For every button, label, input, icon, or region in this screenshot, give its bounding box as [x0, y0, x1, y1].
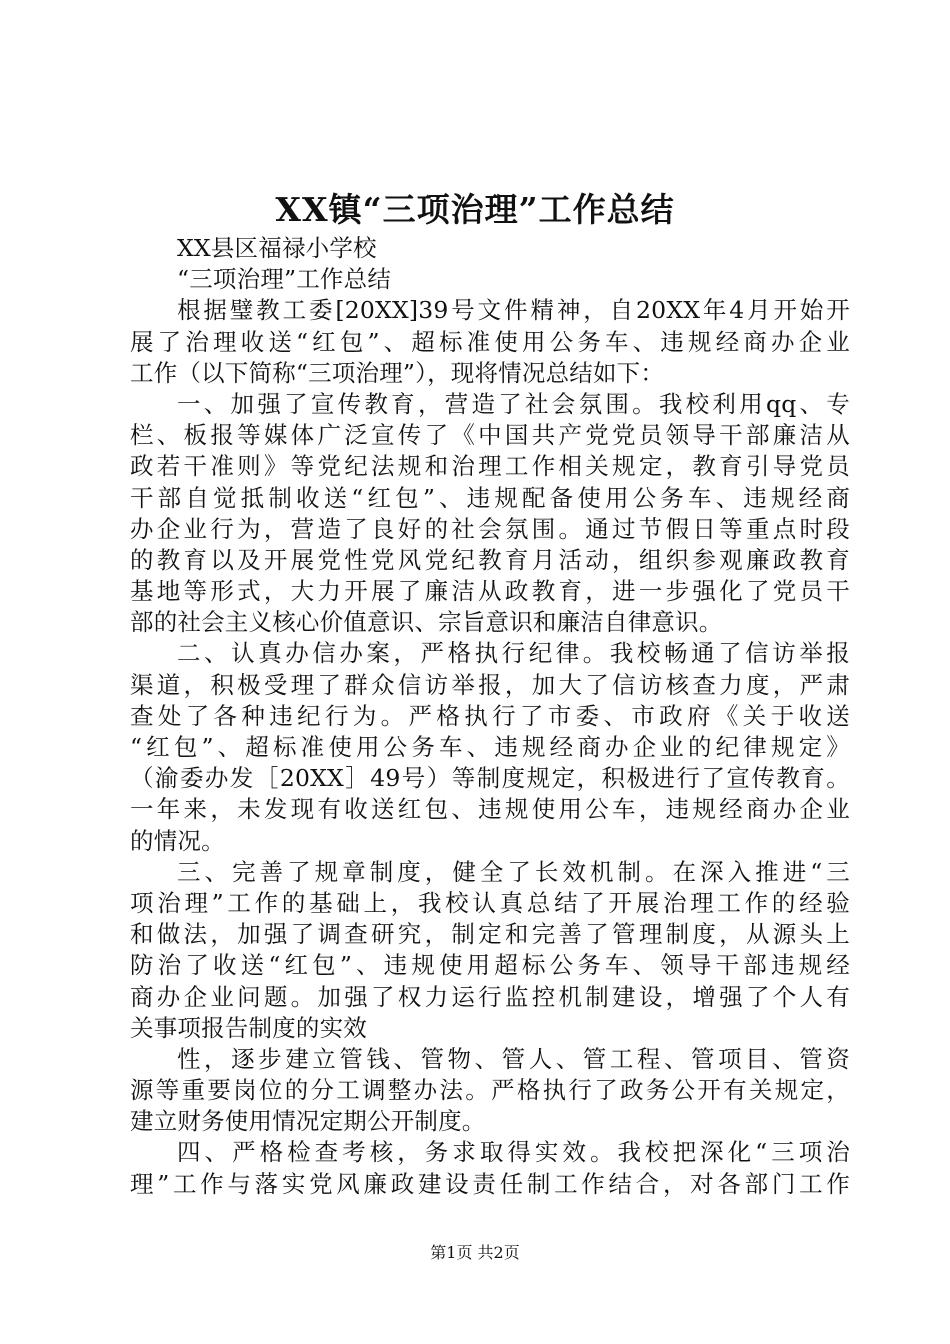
- text-line: 商办企业问题。加强了权力运行监控机制建设，增强了个人有: [130, 982, 850, 1011]
- text-line: 部的社会主义核心价值意识、宗旨意识和廉洁自律意识。: [130, 608, 723, 637]
- text-line: 办企业行为，营造了良好的社会氛围。通过节假日等重点时段: [130, 514, 850, 543]
- text-line: 查处了各种违纪行为。严格执行了市委、市政府《关于收送: [130, 701, 850, 730]
- text-line: 的情况。: [130, 826, 225, 855]
- document-body: [130, 233, 850, 1200]
- text-line: XX县区福禄小学校: [177, 234, 377, 262]
- text-line: 四、严格检查考核，务求取得实效。我校把深化“三项治: [177, 1138, 850, 1167]
- text-line: （渝委办发［20XX］49号）等制度规定，积极进行了宣传教育。: [130, 764, 850, 793]
- document-title: XX镇“三项治理”工作总结: [275, 190, 675, 229]
- text-line: 一、加强了宣传教育，营造了社会氛围。我校利用qq、专: [177, 389, 850, 418]
- text-line: 关事项报告制度的实效: [130, 1013, 367, 1042]
- text-line: 干部自觉抵制收送“红包”、违规配备使用公务车、违规经商: [130, 483, 850, 512]
- text-line: 根据璧教工委[20XX]39号文件精神，自20XX年4月开始开: [177, 296, 850, 325]
- text-line: 性，逐步建立管钱、管物、管人、管工程、管项目、管资: [177, 1044, 850, 1073]
- text-line: “红包”、超标准使用公务车、违规经商办企业的纪律规定》: [130, 733, 850, 761]
- text-line: 源等重要岗位的分工调整办法。严格执行了政务公开有关规定，: [130, 1076, 850, 1105]
- text-line: 工作（以下简称“三项治理”），现将情况总结如下：: [130, 358, 665, 387]
- text-line: 理”工作与落实党风廉政建设责任制工作结合，对各部门工作: [130, 1169, 850, 1198]
- text-line: 政若干准则》等党纪法规和治理工作相关规定，教育引导党员: [130, 452, 850, 481]
- text-line: 项治理”工作的基础上，我校认真总结了开展治理工作的经验: [130, 888, 850, 917]
- text-line: 的教育以及开展党性党风党纪教育月活动，组织参观廉政教育: [130, 545, 850, 574]
- text-line: 渠道，积极受理了群众信访举报，加大了信访核查力度，严肃: [130, 670, 850, 699]
- text-line: 一年来，未发现有收送红包、违规使用公车，违规经商办企业: [130, 795, 850, 824]
- text-line: 三、完善了规章制度，健全了长效机制。在深入推进“三: [177, 857, 850, 886]
- text-line: 和做法，加强了调查研究，制定和完善了管理制度，从源头上: [130, 920, 850, 949]
- page-footer: 第1页 共2页: [430, 1243, 520, 1262]
- text-line: “三项治理”工作总结: [177, 265, 392, 294]
- text-line: 二、认真办信办案，严格执行纪律。我校畅通了信访举报: [177, 639, 850, 668]
- text-line: 建立财务使用情况定期公开制度。: [130, 1107, 486, 1136]
- text-line: 基地等形式，大力开展了廉洁从政教育，进一步强化了党员干: [130, 577, 850, 606]
- text-line: 防治了收送“红包”、违规使用超标公务车、领导干部违规经: [130, 951, 850, 980]
- text-line: 栏、板报等媒体广泛宣传了《中国共产党党员领导干部廉洁从: [130, 421, 850, 450]
- text-line: 展了治理收送“红包”、超标准使用公务车、违规经商办企业: [130, 327, 850, 356]
